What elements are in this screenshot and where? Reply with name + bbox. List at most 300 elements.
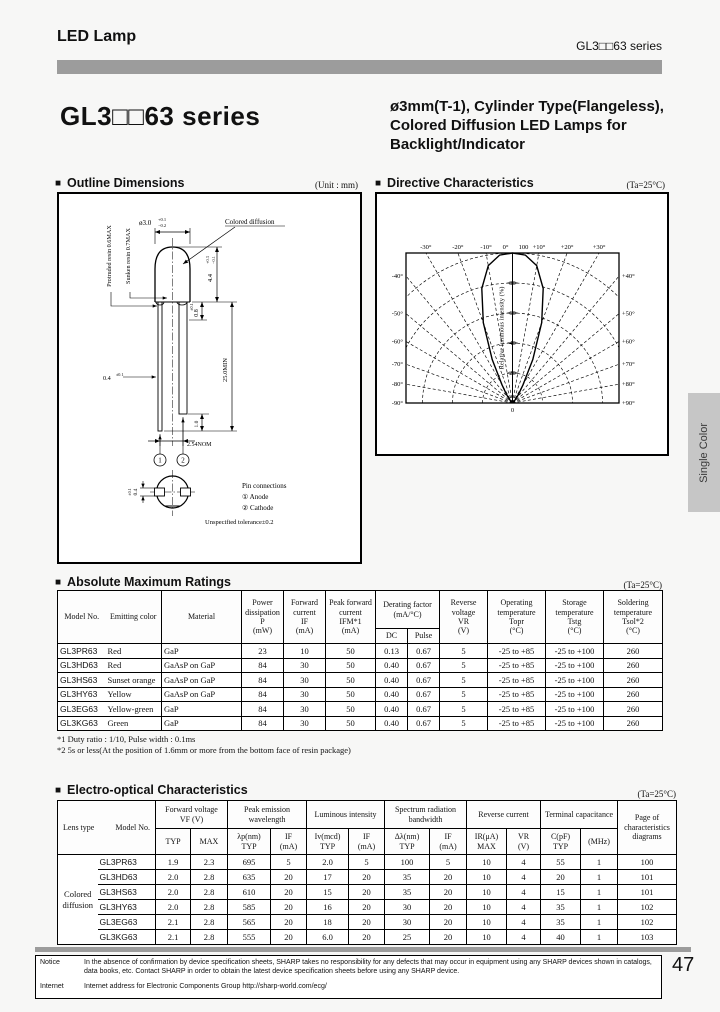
pin2-connection-label: ② Cathode — [242, 504, 274, 512]
cell: 4 — [507, 900, 541, 915]
cell: 20 — [349, 915, 385, 930]
body-height-label: 4.4 — [207, 273, 214, 283]
cell: 2.8 — [191, 885, 228, 900]
cell: -25 to +85 — [488, 716, 546, 731]
cell: GL3EG63 — [98, 915, 156, 930]
cell: 35 — [385, 885, 430, 900]
diameter-tol-minus: −0.2 — [158, 223, 167, 228]
cell: 1 — [581, 930, 618, 945]
cell: 4 — [507, 885, 541, 900]
unit-note: (Unit : mm) — [315, 180, 358, 190]
cell: 4 — [507, 855, 541, 870]
tick-label: 20 — [509, 370, 516, 377]
cell: 260 — [604, 658, 663, 673]
cell: 1 — [581, 900, 618, 915]
tick-label: 0 — [510, 407, 515, 414]
tick-label: +20° — [560, 244, 574, 251]
cell: 260 — [604, 687, 663, 702]
cell: 260 — [604, 673, 663, 688]
cell: 20 — [430, 915, 467, 930]
sunken-resin-label: Sunken resin 0.7MAX — [125, 228, 132, 284]
tick-label: +50° — [622, 310, 635, 318]
cell: 2.8 — [191, 900, 228, 915]
cell: 55 — [541, 855, 581, 870]
cell: 5 — [440, 687, 488, 702]
cell: 5 — [430, 855, 467, 870]
cell: -25 to +85 — [488, 702, 546, 717]
cell: 30 — [385, 915, 430, 930]
cell: 0.40 — [376, 716, 408, 731]
cell: 0.67 — [408, 687, 440, 702]
cathode-lead — [179, 302, 187, 414]
cell: Sunset orange — [106, 673, 162, 688]
cell: 0.13 — [376, 644, 408, 659]
cell: Red — [106, 658, 162, 673]
cell: 50 — [326, 673, 376, 688]
internet-label: Internet — [40, 982, 64, 990]
cell: 2.3 — [191, 855, 228, 870]
cell: 100 — [385, 855, 430, 870]
table-row — [58, 855, 677, 870]
cell: 30 — [284, 673, 326, 688]
cell: -25 to +85 — [488, 658, 546, 673]
tick-label: -70° — [391, 361, 403, 369]
col-derating-pulse: Pulse — [408, 629, 440, 644]
tick-label: +60° — [622, 338, 635, 346]
cell: -25 to +100 — [546, 687, 604, 702]
table-row — [58, 900, 677, 915]
cell: GL3HY63 — [58, 687, 106, 702]
footer-divider-bar — [35, 947, 691, 952]
cell: GL3HS63 — [58, 673, 106, 688]
cell: 84 — [242, 716, 284, 731]
description-line: Backlight/Indicator — [390, 135, 526, 153]
colored-diffusion-label: Colored diffusion — [225, 218, 275, 226]
bottom-lead-tol: ±0.1 — [127, 488, 132, 496]
cell: 5 — [440, 658, 488, 673]
cell: 585 — [228, 900, 271, 915]
cell: 50 — [326, 644, 376, 659]
sub-ir: IR(μA) MAX — [467, 829, 507, 855]
tick-label: -50° — [391, 310, 403, 318]
cell: 10 — [467, 930, 507, 945]
section-square-icon: ■ — [55, 178, 62, 189]
tick-label: -10° — [480, 244, 492, 251]
cell: 23 — [242, 644, 284, 659]
cell: GaAsP on GaP — [162, 673, 242, 688]
cell: GL3HS63 — [98, 885, 156, 900]
cell: -25 to +100 — [546, 702, 604, 717]
tick-label: 60 — [509, 310, 516, 317]
col-power: Power dissipation P (mW) — [242, 591, 284, 644]
section-square-icon: ■ — [375, 178, 382, 189]
cell: GaP — [162, 702, 242, 717]
table-row — [58, 644, 663, 659]
cell: 30 — [284, 702, 326, 717]
tick-label: -80° — [391, 381, 403, 389]
lead-width-tol: ±0.1 — [116, 372, 124, 377]
cell: 610 — [228, 885, 271, 900]
standoff-label: 0.8 — [194, 309, 200, 317]
cell: 6.0 — [307, 930, 349, 945]
cell: 30 — [284, 716, 326, 731]
cell: 25 — [385, 930, 430, 945]
cell: 101 — [618, 885, 677, 900]
col-spectrum-bandwidth: Spectrum radiation bandwidth — [385, 801, 467, 829]
directive-chart — [378, 195, 664, 449]
lead-width-label: 0.4 — [103, 375, 111, 382]
outline-drawing-box — [57, 192, 362, 564]
notice-box — [35, 955, 662, 999]
cell: 20 — [541, 870, 581, 885]
col-peak-wavelength: Peak emission wavelength — [228, 801, 307, 829]
col-model: Model No. — [58, 591, 106, 644]
col-derating: Derating factor (mA/°C) — [376, 591, 440, 629]
lead-pitch-label: 2.54NOM — [187, 442, 212, 448]
cell: 0.67 — [408, 658, 440, 673]
cell: 2.0 — [307, 855, 349, 870]
tick-label: 80 — [509, 280, 516, 287]
tick-label: 40 — [509, 340, 516, 347]
tick-label: +70° — [622, 361, 635, 369]
directive-chart-box — [375, 192, 669, 456]
cell: Green — [106, 716, 162, 731]
table-row — [58, 658, 663, 673]
cell: GL3HD63 — [58, 658, 106, 673]
cell: 0.40 — [376, 687, 408, 702]
product-description — [390, 98, 675, 154]
cell: Yellow — [106, 687, 162, 702]
cell: 20 — [271, 870, 307, 885]
cell: 15 — [541, 885, 581, 900]
cell: 84 — [242, 687, 284, 702]
lead-length-label: 25.0MIN — [222, 357, 229, 383]
cell: 20 — [349, 900, 385, 915]
sub-vf-max: MAX — [191, 829, 228, 855]
cell: 2.0 — [156, 900, 191, 915]
col-soldering-temp: Soldering temperature Tsol*2 (°C) — [604, 591, 663, 644]
tick-label: +40° — [622, 273, 635, 281]
cell: 2.1 — [156, 930, 191, 945]
standoff-tol: ±0.1 — [189, 303, 194, 311]
outline-drawing — [59, 194, 356, 558]
col-storage-temp: Storage temperature Tstg (°C) — [546, 591, 604, 644]
cell: Red — [106, 644, 162, 659]
eo-body — [58, 855, 677, 945]
cell: 20 — [271, 930, 307, 945]
cell: 5 — [440, 673, 488, 688]
cell: 35 — [541, 915, 581, 930]
cell: 103 — [618, 930, 677, 945]
lens-type-cell: Colored diffusion — [58, 855, 98, 945]
col-derating-dc: DC — [376, 629, 408, 644]
page-title: GL3□□63 series — [60, 101, 261, 131]
cell: 50 — [326, 716, 376, 731]
cell: 1 — [581, 915, 618, 930]
bottom-lead2 — [181, 488, 191, 496]
cell: 20 — [349, 885, 385, 900]
cell: 10 — [467, 855, 507, 870]
cell: 5 — [440, 702, 488, 717]
col-operating-temp: Operating temperature Topr (°C) — [488, 591, 546, 644]
cell: 0.67 — [408, 673, 440, 688]
protruded-resin-label: Protruded resin 0.6MAX — [106, 225, 113, 287]
cell: 35 — [385, 870, 430, 885]
cell: 2.0 — [156, 885, 191, 900]
cell: 0.40 — [376, 702, 408, 717]
notice-label: Notice — [40, 959, 60, 966]
footnotes — [57, 734, 351, 757]
cell: 50 — [326, 658, 376, 673]
cell: GL3HY63 — [98, 900, 156, 915]
absolute-maximum-ratings-table — [57, 590, 663, 731]
cell: 1 — [581, 885, 618, 900]
body-height-tol-plus: +0.3 — [205, 256, 210, 264]
bottom-lead1 — [155, 488, 165, 496]
sub-wl-if: IF (mA) — [271, 829, 307, 855]
sub-wl: λp(nm) TYP — [228, 829, 271, 855]
cell: 18 — [307, 915, 349, 930]
cell: GaP — [162, 644, 242, 659]
tick-label: +10° — [532, 244, 546, 251]
pin1-number: 1 — [158, 456, 162, 465]
cell: 10 — [467, 885, 507, 900]
cell: GL3KG63 — [98, 930, 156, 945]
cell: GaAsP on GaP — [162, 658, 242, 673]
cell: 102 — [618, 915, 677, 930]
col-emitting-color: Emitting color — [106, 591, 162, 644]
cell: GL3HD63 — [98, 870, 156, 885]
cell: GL3KG63 — [58, 716, 106, 731]
cell: 84 — [242, 673, 284, 688]
section-square-icon: ■ — [55, 577, 62, 588]
header-row — [58, 801, 677, 829]
cell: GaP — [162, 716, 242, 731]
abs-max-section-title — [55, 575, 231, 589]
tolerance-note: Unspecified tolerance±0.2 — [205, 519, 274, 526]
cell: 17 — [307, 870, 349, 885]
table-row — [58, 716, 663, 731]
cell: 102 — [618, 900, 677, 915]
cell: 5 — [440, 716, 488, 731]
sub-c: C(pF) TYP — [541, 829, 581, 855]
cell: 20 — [430, 885, 467, 900]
lead-tip-label: 1.0 — [194, 420, 200, 428]
eo-section-title — [55, 783, 248, 797]
tick-label: Relative luminous intensity (%) — [498, 286, 506, 370]
cell: 2.0 — [156, 870, 191, 885]
cell: 10 — [284, 644, 326, 659]
cell: GL3PR63 — [98, 855, 156, 870]
table-row — [58, 885, 677, 900]
sub-vf-typ: TYP — [156, 829, 191, 855]
sub-c-mhz: (MHz) — [581, 829, 618, 855]
notice-text: In the absence of confirmation by device specification sheets, SHARP takes no responsibility for any defects that may occur in equipment using any SHARP devices shown in catalogs, data books, etc. Contact SHARP in order to obtain the latest device specification sheets before using any SHARP device. — [84, 959, 652, 976]
cell: 4 — [507, 915, 541, 930]
tick-label: -20° — [452, 244, 464, 251]
cell: -25 to +100 — [546, 673, 604, 688]
cell: 20 — [271, 915, 307, 930]
cell: 20 — [430, 900, 467, 915]
diameter-dim-label: ø3.0 — [139, 219, 152, 227]
sub-iv-if: IF (mA) — [349, 829, 385, 855]
table-row — [58, 915, 677, 930]
tick-label: -30° — [420, 244, 432, 251]
cell: 2.1 — [156, 915, 191, 930]
tick-label: -40° — [391, 273, 403, 281]
description-line: ø3mm(T-1), Cylinder Type(Flangeless), — [390, 98, 664, 115]
cell: -25 to +85 — [488, 673, 546, 688]
side-tab-single-color — [688, 393, 720, 512]
col-luminous-intensity: Luminous intensity — [307, 801, 385, 829]
tick-label: +30° — [592, 244, 606, 251]
cell: -25 to +85 — [488, 644, 546, 659]
footnote-1: *1 Duty ratio : 1/10, Pulse width : 0.1ms — [57, 734, 196, 744]
cell: 2.8 — [191, 915, 228, 930]
col-terminal-capacitance: Terminal capacitance — [541, 801, 618, 829]
cell: 0.67 — [408, 716, 440, 731]
cell: 30 — [385, 900, 430, 915]
cell: 35 — [541, 900, 581, 915]
cell: 20 — [349, 870, 385, 885]
cell: 50 — [326, 687, 376, 702]
cell: 84 — [242, 702, 284, 717]
table-row — [58, 870, 677, 885]
col-peak-forward-current: Peak forward current IFM*1 (mA) — [326, 591, 376, 644]
table-row — [58, 673, 663, 688]
cell: 260 — [604, 702, 663, 717]
cell: 4 — [507, 930, 541, 945]
cell: 0.67 — [408, 702, 440, 717]
pin1-connection-label: ① Anode — [242, 493, 269, 501]
cell: 565 — [228, 915, 271, 930]
tick-label: -90° — [391, 400, 403, 407]
col-reverse-voltage: Reverse voltage VR (V) — [440, 591, 488, 644]
cell: 40 — [541, 930, 581, 945]
cell: 0.40 — [376, 658, 408, 673]
side-tab-label: Single Color — [698, 422, 710, 483]
cell: -25 to +100 — [546, 658, 604, 673]
body-height-tol-minus: −0.1 — [211, 256, 216, 264]
col-lens-model: Lens type Model No. — [58, 801, 156, 855]
sub-dl-if: IF (mA) — [430, 829, 467, 855]
section-title-text: Outline Dimensions — [67, 176, 185, 190]
internet-text: Internet address for Electronic Components Group http://sharp-world.com/ecg/ — [84, 982, 327, 990]
header-row — [58, 591, 663, 629]
cell: 16 — [307, 900, 349, 915]
directive-temp-note: (Ta=25°C) — [626, 180, 665, 190]
pin2-number: 2 — [181, 456, 185, 465]
tick-label: -60° — [391, 338, 403, 346]
section-title-text: Absolute Maximum Ratings — [67, 575, 231, 589]
cell: 555 — [228, 930, 271, 945]
cell: 1.9 — [156, 855, 191, 870]
cell: 100 — [618, 855, 677, 870]
table-row — [58, 930, 677, 945]
col-page: Page of characteristics diagrams — [618, 801, 677, 855]
sub-ir-vr: VR (V) — [507, 829, 541, 855]
cell: 695 — [228, 855, 271, 870]
footnote-2: *2 5s or less(At the position of 1.6mm or more from the bottom face of resin package) — [57, 745, 351, 756]
page-number: 47 — [672, 954, 695, 976]
cell: 84 — [242, 658, 284, 673]
col-material: Material — [162, 591, 242, 644]
cell: 101 — [618, 870, 677, 885]
cell: 15 — [307, 885, 349, 900]
cell: 260 — [604, 716, 663, 731]
cell: 10 — [467, 900, 507, 915]
col-forward-voltage: Forward voltage VF (V) — [156, 801, 228, 829]
cell: GL3PR63 — [58, 644, 106, 659]
cell: 0.40 — [376, 673, 408, 688]
tick-label: +90° — [622, 400, 635, 407]
outline-section-title — [55, 176, 184, 190]
cell: 10 — [467, 915, 507, 930]
cell: 20 — [430, 930, 467, 945]
cell: -25 to +100 — [546, 644, 604, 659]
cell: 30 — [284, 687, 326, 702]
eo-temp-note: (Ta=25°C) — [637, 789, 676, 799]
cell: GL3EG63 — [58, 702, 106, 717]
page-category: LED Lamp — [57, 28, 137, 45]
col-reverse-current: Reverse current — [467, 801, 541, 829]
section-title-text: Directive Characteristics — [387, 176, 534, 190]
sub-dl: Δλ(nm) TYP — [385, 829, 430, 855]
cell: 20 — [349, 930, 385, 945]
header-divider-bar — [57, 60, 662, 74]
series-name-header: GL3□□63 series — [576, 39, 662, 53]
cell: Yellow-green — [106, 702, 162, 717]
cell: 2.8 — [191, 870, 228, 885]
bottom-lead-dim-label: 0.4 — [133, 488, 139, 496]
cell: 5 — [440, 644, 488, 659]
description-line: Colored Diffusion LED Lamps for — [390, 116, 627, 134]
cell: 4 — [507, 870, 541, 885]
section-title-text: Electro-optical Characteristics — [67, 783, 248, 797]
section-square-icon: ■ — [55, 785, 62, 796]
cell: 20 — [271, 900, 307, 915]
cell: 1 — [581, 870, 618, 885]
cell: 10 — [467, 870, 507, 885]
tick-label: 100 — [518, 244, 529, 251]
col-forward-current: Forward current IF (mA) — [284, 591, 326, 644]
cell: 5 — [349, 855, 385, 870]
cell: 50 — [326, 702, 376, 717]
electro-optical-table — [57, 800, 677, 945]
tick-label: 0° — [502, 244, 509, 251]
table-row — [58, 702, 663, 717]
anode-lead — [158, 302, 162, 431]
cell: 1 — [581, 855, 618, 870]
abs-max-temp-note: (Ta=25°C) — [623, 580, 662, 590]
cell: -25 to +85 — [488, 687, 546, 702]
cell: 0.67 — [408, 644, 440, 659]
directive-section-title — [375, 176, 534, 190]
diameter-tol-plus: +0.1 — [158, 217, 167, 222]
cell: 260 — [604, 644, 663, 659]
cell: 20 — [271, 885, 307, 900]
cell: 2.8 — [191, 930, 228, 945]
table-row — [58, 687, 663, 702]
cell: GaAsP on GaP — [162, 687, 242, 702]
cell: 30 — [284, 658, 326, 673]
cell: 20 — [430, 870, 467, 885]
abs-max-body — [58, 644, 663, 731]
cell: -25 to +100 — [546, 716, 604, 731]
pin-connections-title: Pin connections — [242, 482, 287, 490]
sub-iv: Iv(mcd) TYP — [307, 829, 349, 855]
cell: 5 — [271, 855, 307, 870]
